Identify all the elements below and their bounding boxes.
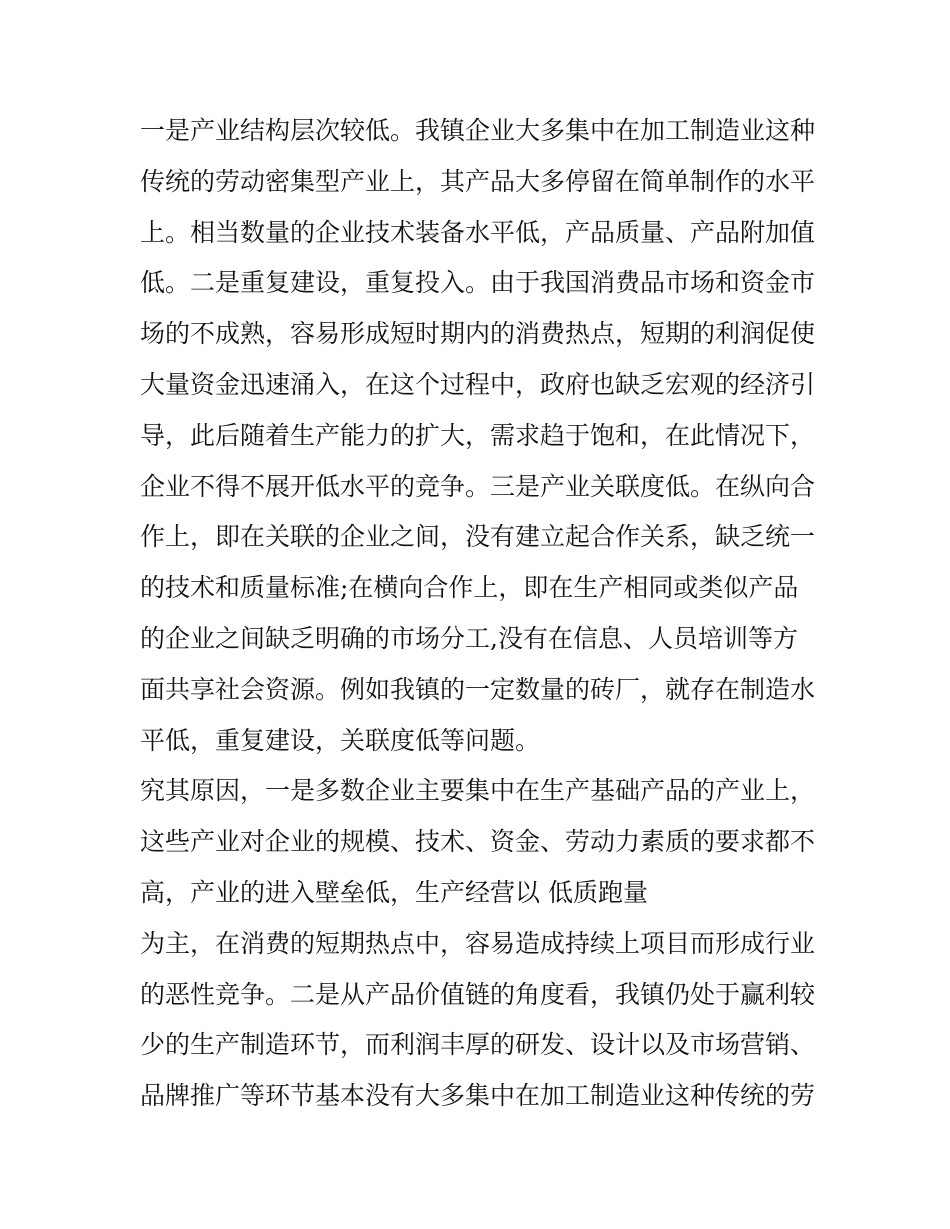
text-line: 平低，重复建设，关联度低等问题。 [140, 725, 541, 755]
text-line: 的技术和质量标准;在横向合作上，即在生产相同或类似产品 [140, 573, 799, 603]
text-line: 作上，即在关联的企业之间，没有建立起合作关系，缺乏统一 [140, 522, 816, 552]
text-line: 为主，在消费的短期热点中，容易造成持续上项目而形成行业 [140, 928, 816, 958]
text-line: 少的生产制造环节，而利润丰厚的研发、设计以及市场营销、 [140, 1030, 816, 1060]
text-line: 导，此后随着生产能力的扩大，需求趋于饱和，在此情况下， [140, 420, 816, 450]
text-line: 场的不成熟，容易形成短时期内的消费热点，短期的利润促使 [140, 319, 816, 349]
text-line: 品牌推广等环节基本没有大多集中在加工制造业这种传统的劳 [140, 1081, 816, 1111]
text-line: 一是产业结构层次较低。我镇企业大多集中在加工制造业这种 [140, 116, 816, 145]
text-line: 上。相当数量的企业技术装备水平低，产品质量、产品附加值 [140, 217, 816, 247]
text-line: 这些产业对企业的规模、技术、资金、劳动力素质的要求都不 [140, 827, 816, 857]
text-line: 的恶性竞争。二是从产品价值链的角度看，我镇仍处于赢利较 [140, 979, 816, 1009]
text-line: 高，产业的进入壁垒低，生产经营以 低质跑量 [140, 877, 648, 907]
text-line: 大量资金迅速涌入，在这个过程中，政府也缺乏宏观的经济引 [140, 369, 816, 399]
text-line: 传统的劳动密集型产业上，其产品大多停留在简单制作的水平 [140, 166, 816, 196]
text-line: 低。二是重复建设，重复投入。由于我国消费品市场和资金市 [140, 268, 816, 298]
body-text [140, 106, 820, 1122]
text-line: 企业不得不展开低水平的竞争。三是产业关联度低。在纵向合 [140, 471, 816, 501]
text-line: 究其原因，一是多数企业主要集中在生产基础产品的产业上， [140, 776, 816, 806]
text-line: 面共享社会资源。例如我镇的一定数量的砖厂，就存在制造水 [140, 674, 816, 704]
text-line: 的企业之间缺乏明确的市场分工,没有在信息、人员培训等方 [140, 623, 798, 653]
